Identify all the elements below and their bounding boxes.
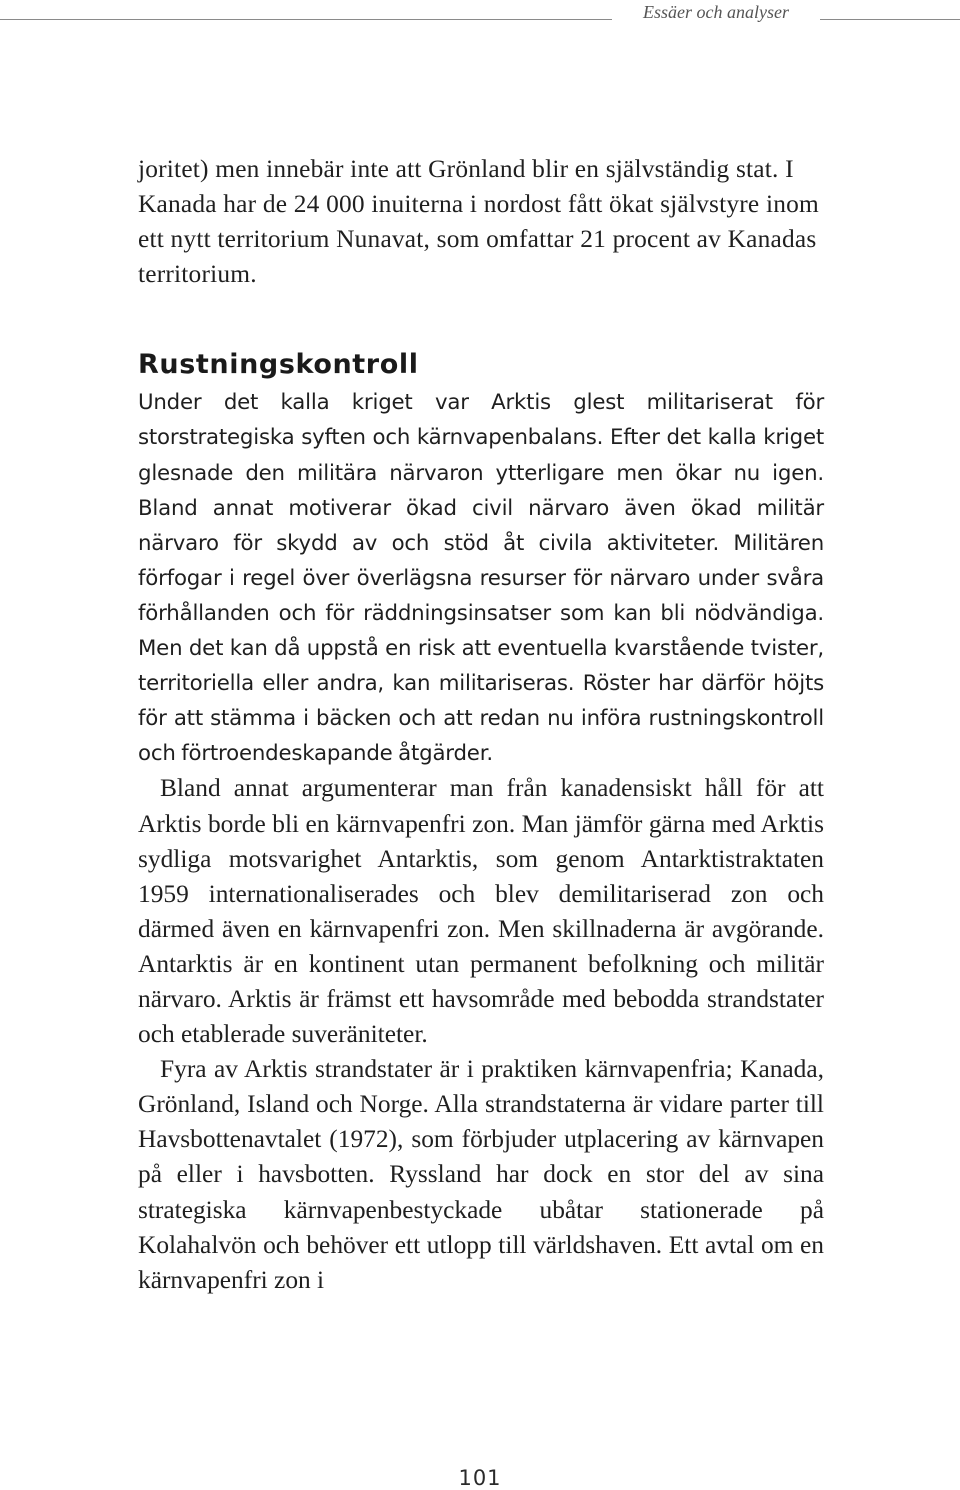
running-title: Essäer och analyser	[643, 2, 789, 22]
header-rule-right	[820, 19, 960, 20]
article-body	[138, 152, 824, 1298]
section-paragraph-1: Under det kalla kriget var Arktis glest militariserat för storstrategiska syften och kärnvapenbalans. Efter det kalla kriget glesnade den militära närvaron ytterligare men ökar nu igen. Bland annat motiverar ökad civil närvaro även ökad militär närvaro för skydd av och stöd åt civila aktiviteter. Militären förfogar i regel över överlägsna resurser för närvaro under svåra förhållanden och för räddningsinsatser som kan bli nödvändiga. Men det kan då uppstå en risk att eventuella kvarstående tvister, territoriella eller andra, kan militariseras. Röster har därför höjts för att stämma i bäcken och att redan nu införa rustningskontroll och förtroendeskapande åtgärder.	[138, 390, 824, 767]
section-paragraph-2: Bland annat argumenterar man från kanadensiskt håll för att Arktis borde bli en kärnvapenfri zon. Man jämför gärna med Arktis sydliga motsvarighet Antarktis, som genom Antarktistraktaten 1959 internationaliserades och blev demilitariserad zon och därmed även en kärnvapenfri zon. Men skillnaderna är avgörande. Antarktis är en kontinent utan permanent befolkning och militär närvaro. Arktis är främst ett havsområde med bebodda strandstater och etablerade suveräniteter.	[138, 774, 824, 1049]
opening-paragraph: joritet) men innebär inte att Grönland blir en självständig stat. I Kanada har de 24 000 inuiterna i nordost fått ökat självstyre inom ett nytt territorium Nunavat, som omfattar 21 procent av Kanadas territorium.	[138, 155, 819, 289]
header-rule-left	[0, 19, 612, 20]
section-heading: Rustningskontroll	[138, 349, 419, 381]
running-header	[0, 0, 960, 30]
page-number: 101	[458, 1466, 502, 1490]
section-paragraph-3: Fyra av Arktis strandstater är i praktiken kärnvapenfria; Kanada, Grönland, Island och Norge. Alla strandstaterna är vidare parter till Havsbottenavtalet (1972), som förbjuder utplacering av kärnvapen på eller i havsbotten. Ryssland har dock en stor del av sina strategiska kärnvapenbestyckade ubåtar stationerade på Kolahalvön och behöver ett utlopp till världshaven. Ett avtal om en kärnvapenfri zon i	[138, 1055, 824, 1294]
